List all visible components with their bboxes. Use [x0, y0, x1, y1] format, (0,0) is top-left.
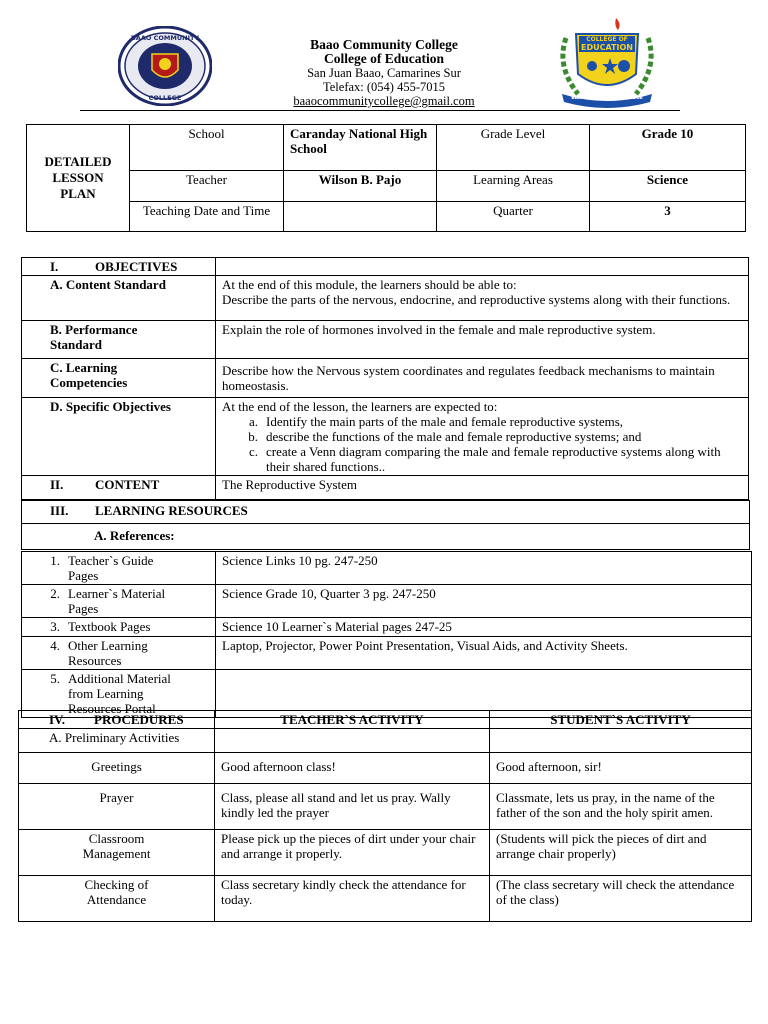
resources-heading: [22, 501, 750, 524]
student-activity: (Students will pick the pieces of dirt and arrange chair properly): [490, 830, 752, 876]
reference-value: Science 10 Learner`s Material pages 247-25: [216, 618, 752, 637]
objectives-num: I.: [50, 259, 59, 274]
content-standard-intro: At the end of this module, the learners should be able to:: [222, 277, 517, 292]
specific-objective-text: Identify the main parts of the male and female reproductive systems,: [266, 414, 624, 429]
college-email[interactable]: baaocommunitycollege@gmail.com: [293, 94, 475, 108]
objectives-heading-empty: [216, 258, 749, 276]
college-of-education-logo: [552, 16, 662, 108]
reference-label: Additional Material from Learning Resources Portal: [68, 671, 171, 716]
edu-logo-top-text: COLLEGE OF: [586, 36, 628, 43]
svg-text:BAAO COMMUNITY: BAAO COMMUNITY: [130, 34, 200, 42]
grade-value: Grade 10: [590, 125, 746, 171]
specific-objective-text: create a Venn diagram comparing the male and female reproductive systems along with their shared functions..: [266, 444, 721, 474]
procedure-row-label: Greetings: [19, 753, 215, 784]
learning-competencies-label: [22, 359, 216, 398]
svg-text:COLLEGE: COLLEGE: [148, 94, 182, 102]
reference-label: Teacher`s Guide Pages: [68, 553, 154, 583]
specific-objective-item: [222, 414, 742, 429]
college-address: San Juan Baao, Camarines Sur: [307, 66, 461, 80]
school-value: Caranday National High School: [284, 125, 437, 171]
plan-title: DETAILED LESSON PLAN: [27, 125, 130, 232]
reference-label-cell: [22, 637, 216, 670]
teacher-activity: Class secretary kindly check the attendance for today.: [215, 876, 490, 922]
specific-objective-item: [222, 429, 742, 444]
specific-objective-text: describe the functions of the male and female reproductive systems; and: [266, 429, 642, 444]
performance-standard-label-text: B. Performance Standard: [50, 322, 138, 352]
edu-logo-main-text: EDUCATION: [581, 43, 633, 52]
reference-label: Other Learning Resources: [68, 638, 148, 668]
procedure-row-label: Prayer: [19, 784, 215, 830]
college-telefax: Telefax: (054) 455-7015: [322, 80, 445, 94]
teaching-date-value: [284, 202, 437, 232]
reference-number: 3.: [50, 619, 60, 634]
college-seal-logo: [118, 26, 212, 106]
reference-label-cell: [22, 552, 216, 585]
learning-competencies-text: Describe how the Nervous system coordinates and regulates feedback mechanisms to maintain homeostasis.: [216, 359, 749, 398]
content-standard-label: A. Content Standard: [22, 276, 216, 321]
content-num: II.: [50, 477, 64, 492]
resources-heading-table: [21, 500, 750, 550]
preliminary-student-empty: [490, 729, 752, 753]
performance-standard-text: Explain the role of hormones involved in the female and male reproductive system.: [216, 321, 749, 359]
department-name: College of Education: [324, 51, 444, 66]
teaching-date-label: Teaching Date and Time: [130, 202, 284, 232]
reference-number: 2.: [50, 586, 60, 601]
edu-logo-ribbon-text: BAAO COMMUNITY COLLEGE: [571, 96, 643, 101]
specific-objectives-cell: [216, 398, 749, 476]
reference-value: Laptop, Projector, Power Point Presentation, Visual Aids, and Activity Sheets.: [216, 637, 752, 670]
school-label: School: [130, 125, 284, 171]
procedures-heading: [19, 711, 215, 729]
references-label: A. References:: [22, 524, 750, 550]
objectives-title: OBJECTIVES: [95, 259, 178, 274]
content-title: CONTENT: [95, 477, 160, 492]
performance-standard-label: [22, 321, 216, 359]
resources-num: III.: [50, 503, 69, 518]
content-value: The Reproductive System: [216, 476, 749, 500]
procedure-row-label-text: Classroom Management: [82, 831, 151, 861]
content-standard-text: Describe the parts of the nervous, endocrine, and reproductive systems along with their functions.: [222, 292, 731, 307]
procedures-table: [18, 710, 752, 922]
reference-value: Science Links 10 pg. 247-250: [216, 552, 752, 585]
content-standard-cell: [216, 276, 749, 321]
specific-objectives-label: D. Specific Objectives: [22, 398, 216, 476]
teacher-label: Teacher: [130, 171, 284, 202]
procedure-row-label: [19, 830, 215, 876]
teacher-activity-header: TEACHER`S ACTIVITY: [215, 711, 490, 729]
reference-number: 4.: [50, 638, 60, 653]
teacher-activity: Please pick up the pieces of dirt under your chair and arrange it properly.: [215, 830, 490, 876]
resources-title: LEARNING RESOURCES: [95, 503, 248, 518]
reference-value: Science Grade 10, Quarter 3 pg. 247-250: [216, 585, 752, 618]
preliminary-activities-label: A. Preliminary Activities: [19, 729, 215, 753]
objectives-table: [21, 257, 749, 500]
student-activity: Classmate, lets us pray, in the name of the father of the son and the holy spirit amen.: [490, 784, 752, 830]
teacher-value: Wilson B. Pajo: [284, 171, 437, 202]
procedure-row-label-text: Checking of Attendance: [84, 877, 149, 907]
reference-number: 5.: [50, 671, 60, 686]
reference-label: Textbook Pages: [68, 619, 151, 634]
teacher-activity: Good afternoon class!: [215, 753, 490, 784]
learning-area-label: Learning Areas: [437, 171, 590, 202]
references-table: [21, 551, 752, 718]
objectives-heading: [22, 258, 216, 276]
reference-label-cell: [22, 618, 216, 637]
content-heading: [22, 476, 216, 500]
procedures-title: PROCEDURES: [94, 712, 184, 727]
college-name: Baao Community College: [310, 37, 458, 52]
specific-objective-marker: b.: [248, 429, 258, 444]
header-divider: [80, 110, 680, 111]
grade-label: Grade Level: [437, 125, 590, 171]
specific-objective-marker: a.: [248, 414, 258, 429]
specific-objective-marker: c.: [248, 444, 258, 459]
preliminary-teacher-empty: [215, 729, 490, 753]
procedure-row-label: [19, 876, 215, 922]
learning-area-value: Science: [590, 171, 746, 202]
learning-competencies-label-text: C. Learning Competencies: [50, 360, 128, 390]
specific-objectives-intro: At the end of the lesson, the learners are expected to:: [222, 399, 498, 414]
student-activity: Good afternoon, sir!: [490, 753, 752, 784]
specific-objective-item: [222, 444, 742, 474]
lesson-info-table: [26, 124, 746, 232]
reference-number: 1.: [50, 553, 60, 568]
student-activity: (The class secretary will check the attendance of the class): [490, 876, 752, 922]
student-activity-header: STUDENT`S ACTIVITY: [490, 711, 752, 729]
reference-label-cell: [22, 585, 216, 618]
procedures-num: IV.: [49, 712, 66, 727]
quarter-label: Quarter: [437, 202, 590, 232]
quarter-value: 3: [590, 202, 746, 232]
reference-label: Learner`s Material Pages: [68, 586, 166, 616]
teacher-activity: Class, please all stand and let us pray. Wally kindly led the prayer: [215, 784, 490, 830]
